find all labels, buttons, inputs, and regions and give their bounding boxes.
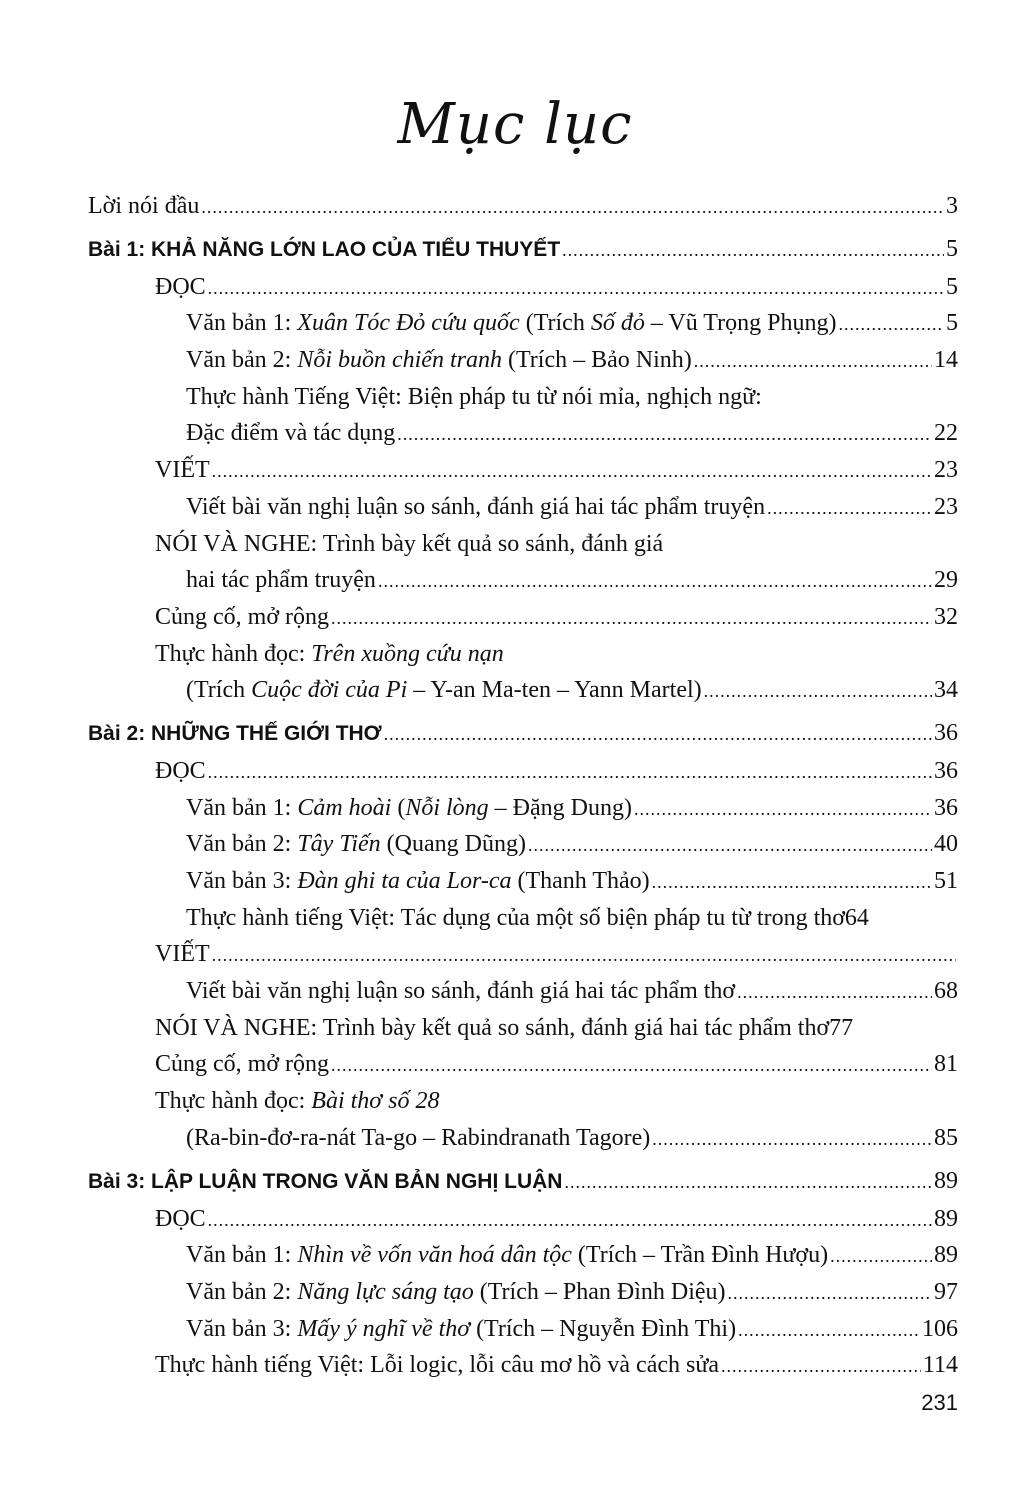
toc-entry — [88, 863, 958, 900]
italic-title-text: Mấy ý nghĩ về thơ — [297, 1315, 471, 1342]
entry-text: – Đặng Dung) — [488, 794, 632, 821]
toc-entry — [88, 790, 958, 827]
toc-page-number: 64 — [844, 904, 869, 931]
page-title: Mục lục — [397, 92, 633, 157]
toc-page-number: 36 — [934, 719, 958, 746]
toc-entry-title — [186, 826, 526, 863]
leader-dots — [767, 490, 932, 527]
entry-text: Văn bản 3: — [186, 1315, 298, 1342]
toc-page-number: 81 — [934, 1051, 958, 1078]
entry-text: (Trích — [519, 310, 591, 337]
italic-title-text: Nỗi lòng — [405, 794, 489, 821]
toc-entry — [88, 973, 958, 1010]
toc-entry-title — [155, 269, 206, 306]
toc-entry — [88, 489, 958, 526]
entry-text: Thực hành đọc: — [155, 1088, 312, 1115]
leader-dots — [212, 937, 956, 974]
toc-entry — [88, 526, 958, 563]
toc-entry — [88, 188, 958, 225]
toc-entry — [88, 636, 958, 673]
leader-dots — [378, 563, 932, 600]
leader-dots — [704, 673, 932, 710]
leader-dots — [528, 827, 932, 864]
toc-page-number: 97 — [934, 1278, 958, 1305]
leader-dots — [564, 1164, 932, 1201]
toc-page-number: 14 — [934, 347, 958, 374]
entry-text: VIẾT — [155, 941, 210, 968]
entry-text: (Trích – Bảo Ninh) — [501, 347, 692, 374]
entry-text: (Quang Dũng) — [380, 831, 526, 858]
toc-page-number: 89 — [934, 1205, 958, 1232]
toc-entry — [88, 1083, 958, 1120]
toc-entry-title — [155, 452, 210, 489]
toc-entry — [88, 1201, 958, 1238]
entry-text: Bài 2: NHỮNG THẾ GIỚI THƠ — [88, 721, 382, 745]
entry-text: Văn bản 1: — [186, 310, 298, 337]
entry-text: Thực hành tiếng Việt: Lỗi logic, lỗi câu mơ hồ và cách sửa — [155, 1352, 719, 1379]
entry-text: (Trích — [186, 677, 252, 704]
italic-title-text: Cảm hoài — [297, 794, 392, 821]
italic-title-text: Cuộc đời của Pi — [251, 677, 408, 704]
toc-page-number: 3 — [946, 193, 958, 219]
entry-text: Bài 3: LẬP LUẬN TRONG VĂN BẢN NGHỊ LUẬN — [88, 1169, 563, 1193]
leader-dots — [212, 453, 932, 490]
toc-entry-title — [186, 562, 376, 599]
leader-dots — [694, 343, 932, 380]
toc-page-number: 114 — [922, 1352, 958, 1379]
leader-dots — [652, 864, 932, 901]
italic-title-text: Nỗi buồn chiến tranh — [297, 347, 502, 374]
leader-dots — [721, 1348, 921, 1385]
page-number: 231 — [921, 1390, 958, 1415]
toc-entry-title — [155, 636, 504, 673]
toc-entry — [88, 1347, 958, 1384]
toc-entry-title — [186, 489, 765, 526]
entry-text: Thực hành đọc: — [155, 640, 312, 667]
leader-dots — [737, 974, 932, 1011]
toc-entry — [88, 1311, 958, 1348]
toc-page-number: 36 — [934, 757, 958, 784]
entry-text: Bài 1: KHẢ NĂNG LỚN LAO CỦA TIỂU THUYẾT — [88, 237, 561, 261]
entry-text: Văn bản 1: — [186, 794, 298, 821]
toc-page-number: 23 — [934, 457, 958, 484]
italic-title-text: Trên xuồng cứu nạn — [311, 640, 504, 667]
leader-dots — [634, 791, 932, 828]
toc-page-number: 22 — [934, 420, 958, 447]
leader-dots — [208, 754, 932, 791]
toc-entry-title — [186, 672, 702, 709]
toc-entry-title — [186, 342, 692, 379]
table-of-contents — [88, 188, 958, 1384]
toc-lesson-heading — [88, 231, 958, 269]
entry-text: Văn bản 2: — [186, 347, 298, 374]
toc-page-number: 32 — [934, 603, 958, 630]
entry-text: ( — [391, 794, 406, 821]
entry-text: ĐỌC — [155, 1205, 206, 1232]
toc-entry-title — [155, 753, 206, 790]
toc-entry-title — [186, 379, 762, 416]
toc-entry — [88, 1120, 958, 1157]
entry-text: Văn bản 3: — [186, 868, 298, 894]
toc-entry — [88, 379, 958, 416]
entry-text: (Trích – Phan Đình Diệu) — [473, 1278, 726, 1305]
toc-page-number: 85 — [934, 1124, 958, 1151]
toc-entry — [88, 415, 958, 452]
toc-entry-title — [155, 526, 663, 563]
leader-dots — [652, 1121, 932, 1158]
entry-text: Văn bản 2: — [186, 831, 298, 858]
entry-text: Văn bản 2: — [186, 1278, 298, 1305]
toc-page-number: 5 — [946, 310, 958, 337]
toc-page-number: 89 — [934, 1242, 958, 1269]
italic-title-text: Xuân Tóc Đỏ cứu quốc — [297, 310, 520, 337]
toc-page-number: 77 — [829, 1014, 854, 1041]
entry-text: – Vũ Trọng Phụng) — [644, 310, 837, 337]
entry-text: (Trích – Nguyễn Đình Thi) — [470, 1315, 737, 1342]
italic-title-text: Bài thơ số 28 — [311, 1088, 440, 1115]
leader-dots — [384, 716, 932, 753]
toc-entry-title — [186, 900, 845, 937]
leader-dots — [838, 306, 944, 343]
toc-page-number: 29 — [934, 567, 958, 594]
toc-entry-title — [186, 790, 632, 827]
toc-page-number: 34 — [934, 677, 958, 704]
leader-dots — [397, 416, 932, 453]
entry-text: Viết bài văn nghị luận so sánh, đánh giá hai tác phẩm thơ — [186, 978, 736, 1005]
entry-text: – Y-an Ma-ten – Yann Martel) — [407, 677, 702, 704]
toc-entry-title — [186, 305, 836, 342]
toc-entry — [88, 936, 958, 973]
toc-entry — [88, 672, 958, 709]
toc-entry — [88, 1274, 958, 1311]
toc-entry-title — [186, 1311, 736, 1348]
entry-text: NÓI VÀ NGHE: Trình bày kết quả so sánh, đánh giá — [155, 530, 664, 557]
toc-page-number: 23 — [934, 493, 958, 520]
toc-entry — [88, 753, 958, 790]
entry-text: NÓI VÀ NGHE: Trình bày kết quả so sánh, đánh giá hai tác phẩm thơ — [155, 1014, 830, 1041]
toc-entry — [88, 452, 958, 489]
toc-page-number: 36 — [934, 794, 958, 821]
italic-title-text: Đàn ghi ta của Lor-ca — [297, 868, 512, 894]
toc-page-number: 68 — [934, 978, 958, 1005]
entry-text: Văn bản 1: — [186, 1242, 298, 1269]
toc-entry-title — [186, 1274, 726, 1311]
toc-entry-title — [186, 863, 650, 900]
toc-entry — [88, 1010, 958, 1047]
entry-text: (Ra-bin-đơ-ra-nát Ta-go – Rabindranath Tagore) — [186, 1124, 651, 1151]
toc-entry — [88, 305, 958, 342]
toc-entry — [88, 269, 958, 306]
toc-entry-title — [186, 415, 395, 452]
toc-entry — [88, 342, 958, 379]
toc-page-number: 5 — [946, 273, 958, 300]
leader-dots — [331, 1047, 932, 1084]
leader-dots — [201, 189, 944, 226]
leader-dots — [562, 232, 944, 269]
entry-text: Đặc điểm và tác dụng — [186, 420, 396, 447]
toc-entry-title — [155, 936, 210, 973]
toc-page-number: 89 — [934, 1167, 958, 1194]
toc-entry-title — [155, 1083, 439, 1120]
toc-entry — [88, 562, 958, 599]
toc-lesson-heading — [88, 1163, 958, 1201]
entry-text: (Thanh Thảo) — [511, 868, 650, 894]
toc-entry-title — [155, 1201, 206, 1238]
toc-entry-title — [155, 599, 329, 636]
toc-page-number: 51 — [934, 868, 958, 894]
toc-entry-title — [186, 1237, 828, 1274]
italic-title-text: Tây Tiến — [297, 831, 381, 858]
entry-text: Củng cố, mở rộng — [155, 1051, 330, 1078]
entry-text: Củng cố, mở rộng — [155, 603, 330, 630]
italic-title-text: Số đỏ — [590, 310, 645, 337]
toc-page-number: 5 — [946, 235, 958, 262]
toc-entry-title — [88, 1164, 562, 1201]
leader-dots — [738, 1312, 920, 1349]
entry-text: Thực hành tiếng Việt: Tác dụng của một số biện pháp tu từ trong thơ — [186, 904, 845, 931]
leader-dots — [728, 1275, 932, 1312]
toc-entry-title — [186, 973, 735, 1010]
toc-page-number: 40 — [934, 831, 958, 858]
toc-entry — [88, 1046, 958, 1083]
toc-entry-title — [155, 1046, 329, 1083]
toc-entry-title — [88, 188, 199, 225]
toc-entry-title — [88, 232, 560, 269]
toc-entry-title — [186, 1120, 650, 1157]
entry-text: Thực hành Tiếng Việt: Biện pháp tu từ nói mỉa, nghịch ngữ: — [186, 383, 762, 410]
toc-entry-title — [155, 1010, 829, 1047]
entry-text: Lời nói đầu — [88, 193, 200, 219]
leader-dots — [331, 600, 932, 637]
entry-text: VIẾT — [155, 457, 210, 484]
leader-dots — [830, 1238, 932, 1275]
toc-entry — [88, 1237, 958, 1274]
entry-text: (Trích – Trần Đình Hượu) — [571, 1242, 829, 1269]
entry-text: hai tác phẩm truyện — [186, 567, 376, 594]
toc-entry-title — [155, 1347, 719, 1384]
toc-page-number: 106 — [922, 1315, 958, 1342]
leader-dots — [208, 1202, 932, 1239]
italic-title-text: Năng lực sáng tạo — [297, 1278, 474, 1305]
toc-entry — [88, 900, 958, 937]
entry-text: ĐỌC — [155, 273, 206, 300]
entry-text: ĐỌC — [155, 757, 206, 784]
toc-entry-title — [88, 716, 382, 753]
leader-dots — [208, 270, 944, 307]
toc-entry — [88, 599, 958, 636]
entry-text: Viết bài văn nghị luận so sánh, đánh giá hai tác phẩm truyện — [186, 493, 766, 520]
toc-entry — [88, 826, 958, 863]
italic-title-text: Nhìn về vốn văn hoá dân tộc — [297, 1242, 572, 1269]
toc-lesson-heading — [88, 715, 958, 753]
